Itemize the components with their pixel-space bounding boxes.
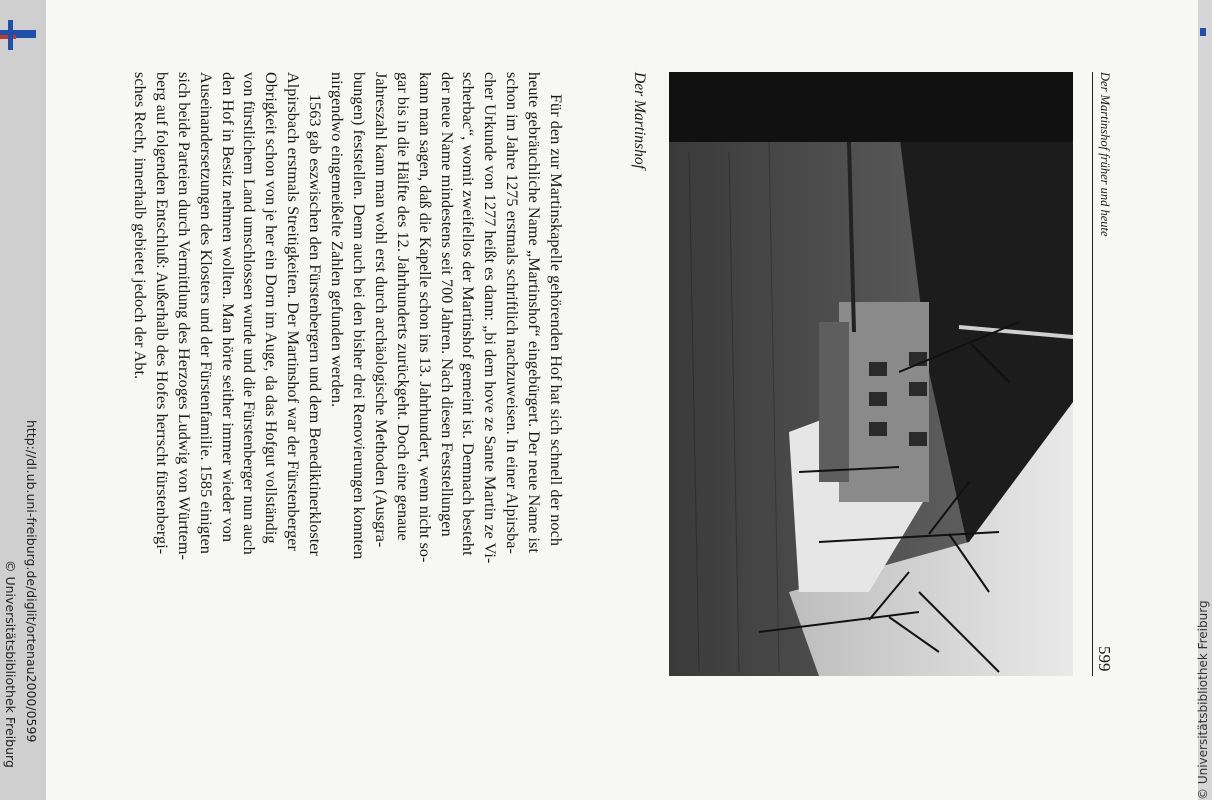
photo-caption: Der Martinshof [631, 72, 648, 169]
body-text-line: 1563 gab eszwischen den Fürstenbergern und dem Benediktinerkloster [306, 94, 325, 556]
page-number: 599 [1095, 646, 1114, 672]
body-text-line: schon im Jahre 1275 erstmals schriftlich nachzuweisen. In einer Alpirsba- [503, 72, 522, 554]
body-text-line: berg auf folgenden Entschluß: Außerhalb des Hofes herrscht fürstenbergi- [152, 72, 171, 555]
running-head: Der Martinshof früher und heute [1098, 72, 1112, 237]
body-text-line: nirgendwo eingemeißelte Zahlen gefunden werden. [328, 72, 346, 408]
body-text-line: heute gebräuchliche Name „Martinshof“ eingebürgert. Der neue Name ist [525, 72, 544, 553]
source-url[interactable]: http://dl.ub.uni-freiburg.de/diglit/ortenau2000/0599 [24, 420, 39, 743]
body-text-line: gar bis in die Hälfte des 12. Jahrhunderts zurückgeht. Doch eine genaue [393, 72, 412, 541]
body-text-line: Alpirsbach erstmals Streitigkeiten. Der Martinshof war der Fürstenberger [284, 72, 303, 551]
martinshof-photograph [669, 72, 1073, 676]
edge-credit: © Universitätsbibliothek Freiburg [1196, 600, 1210, 800]
header-rule [1092, 72, 1093, 676]
body-text-line: Obrigkeit schon von je her ein Dorn im Auge, da das Hofgut vollständig [262, 72, 281, 544]
body-text-line: Jahreszahl kann man wohl erst durch archäologische Methoden (Ausgra- [371, 72, 390, 548]
body-text-line: Auseinandersetzungen des Klosters und der Fürstenfamilie. 1585 einigten [196, 72, 215, 554]
body-text-line: Für den zur Martinskapelle gehörenden Hof hat sich schnell der noch [547, 94, 565, 546]
body-text-line: sich beide Parteien durch Vermittlung des Herzoges Ludwig von Württem- [174, 72, 193, 560]
body-text-line: von fürstlichem Land umschlossen wurde und die Fürstenberger nun auch [240, 72, 259, 555]
body-text-line: kann man sagen, daß die Kapelle schon ins 13. Jahrhundert, wenn nicht so- [415, 72, 434, 563]
body-text-line: cher Urkunde von 1277 heißt es dann: „bi dem hove ze Sante Martin ze Vi- [481, 72, 500, 564]
library-credit: © Universitätsbibliothek Freiburg [3, 560, 18, 768]
body-text-line: der neue Name mindestens seit 700 Jahren. Nach diesen Feststellungen [437, 72, 456, 537]
body-text-line: bungen) feststellen. Denn auch bei den bisher drei Renovierungen konnten [349, 72, 368, 560]
body-text-line: den Hof in Besitz nehmen wollten. Man hörte seither immer wieder von [218, 72, 237, 543]
body-text-line: sches Recht, innerhalb gebietet jedoch der Abt. [130, 72, 149, 380]
body-text-line: scherbac“, womit zweifellos der Martinshof gemeint ist. Demnach besteht [459, 72, 478, 556]
